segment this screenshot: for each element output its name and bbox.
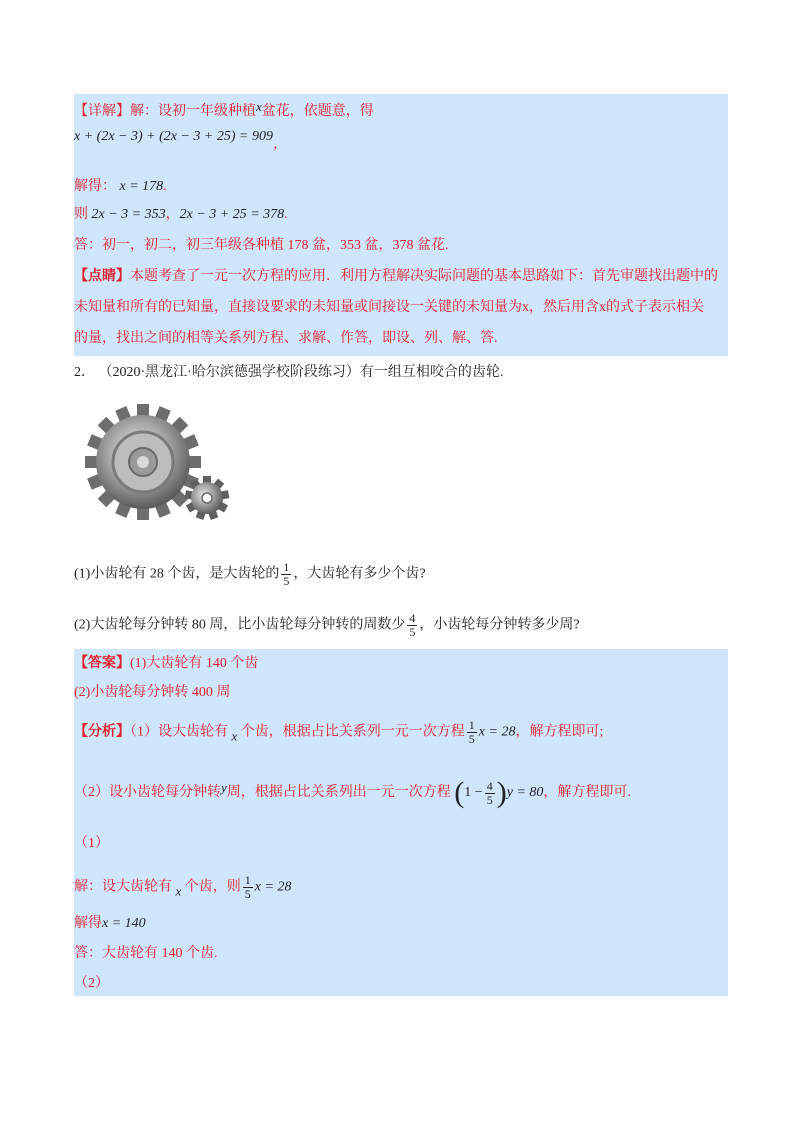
sol1-solve-label: 解得 [74, 916, 102, 931]
answer-2: (2)小齿轮每分钟转 400 周 [74, 685, 231, 700]
part1-fraction [281, 561, 291, 588]
sol1-solve-eq: x = 140 [102, 916, 146, 931]
comment-line-1 [74, 268, 718, 286]
analysis2-text-a: （2）设小齿轮每分钟转 [74, 785, 221, 801]
gears-image [85, 394, 242, 532]
then-line: 则 2x − 3 = 353，2x − 3 + 25 = 378. [74, 207, 288, 222]
analysis2-text-b: 周，根据占比关系列出一元一次方程 [226, 785, 451, 801]
part1-text-a: (1)小齿轮有 28 个齿，是大齿轮的 [74, 566, 280, 582]
answer-line-1: 答：初一，初二，初三年级各种植 178 盆，353 盆，378 盆花. [74, 238, 449, 253]
sol2-label: （2） [74, 976, 109, 991]
question-text: 有一组互相咬合的齿轮. [359, 365, 504, 380]
sol1-text-b: 个齿，则 [184, 879, 241, 895]
question-part-2 [74, 612, 580, 639]
question-2-stem [74, 364, 503, 382]
comment-line-2: 未知量和所有的已知量，直接设要求的未知量或间接设一关键的未知量为x，然后用含x的式子表示相关 [74, 300, 704, 315]
sol1-frac-den: 5 [244, 887, 251, 901]
part2-frac-num: 4 [409, 611, 416, 625]
question-source: （2020·黑龙江·哈尔滨德强学校阶段练习） [98, 365, 360, 380]
analysis2-var: y [221, 780, 227, 796]
part1-frac-num: 1 [283, 560, 290, 574]
analysis-line-1 [74, 719, 603, 746]
analysis2-text-c: ，解方程即可. [543, 785, 631, 801]
analysis1-text-c: ，解方程即可; [515, 724, 604, 740]
sol1-line [74, 874, 291, 901]
detail-text-a: 解：设初一年级种植 [130, 104, 256, 119]
sol1-answer: 答：大齿轮有 140 个齿. [74, 946, 218, 961]
analysis1-frac-den: 5 [468, 732, 475, 746]
part2-text-b: ，小齿轮每分钟转多少周? [419, 617, 580, 633]
analysis1-eq: x = 28 [478, 724, 516, 740]
sol1-text-a: 解：设大齿轮有 [74, 879, 172, 895]
equation-1-tail: ， [272, 137, 287, 152]
equation-1 [74, 128, 287, 154]
gears-icon [85, 394, 242, 532]
part2-frac-den: 5 [409, 625, 416, 639]
comment-line-3: 的量，找出之间的相等关系列方程、求解、作答，即设、列、解、答. [74, 331, 498, 346]
analysis1-text-a: （1）设大齿轮有 [130, 724, 228, 740]
analysis1-fraction [467, 719, 477, 746]
analysis1-text-b: 个齿，根据占比关系列一元一次方程 [240, 724, 465, 740]
detail-text-b: 盆花，依题意，得 [261, 104, 374, 119]
question-number: 2． [74, 365, 95, 380]
solve-label: 解得： [74, 179, 116, 194]
answer-row-1 [74, 655, 258, 673]
solve-eq: x = 178 [119, 179, 164, 194]
equation-1-text: x + (2x − 3) + (2x − 3 + 25) = 909 [74, 129, 273, 144]
analysis2-frac-den: 5 [486, 792, 493, 807]
part2-text-a: (2)大齿轮每分钟转 80 周，比小齿轮每分钟转的周数少 [74, 617, 406, 633]
detail-var: x [256, 99, 262, 114]
analysis2-frac-num: 4 [486, 778, 493, 793]
sol1-solve-line [74, 915, 146, 933]
sol1-label: （1） [74, 836, 109, 851]
analysis2-eq-tail: y = 80 [506, 785, 544, 801]
solve-line: 解得： x = 178. [74, 179, 167, 194]
answer-label: 【答案】 [74, 656, 130, 671]
sol1-eq: x = 28 [254, 879, 292, 895]
analysis-line-2 [74, 778, 631, 808]
then-eq1: 2x − 3 = 353 [91, 207, 166, 222]
analysis2-eq-lead: 1 − [464, 785, 483, 801]
sol1-frac-num: 1 [244, 873, 251, 887]
detail-line [74, 98, 374, 121]
part1-frac-den: 5 [283, 574, 290, 588]
sol1-var: x [175, 883, 182, 899]
then-sep: ， [165, 207, 180, 222]
comment-text-1: 本题考查了一元一次方程的应用．利用方程解决实际问题的基本思路如下：首先审题找出题中的 [130, 269, 718, 284]
analysis-label: 【分析】 [74, 724, 130, 740]
analysis2-fraction [485, 780, 495, 807]
comment-label: 【点睛】 [74, 269, 130, 284]
sol1-fraction [243, 874, 253, 901]
analysis2-equation: (1 − $\frac{4}{5}$ )y = 80 [454, 776, 544, 809]
part2-fraction [407, 612, 417, 639]
part1-text-b: ，大齿轮有多少个齿? [293, 566, 426, 582]
detail-label: 【详解】 [74, 104, 130, 119]
answer-1: (1)大齿轮有 140 个齿 [130, 656, 259, 671]
then-eq2: 2x − 3 + 25 = 378 [179, 207, 285, 222]
question-part-1 [74, 561, 426, 588]
analysis1-frac-num: 1 [468, 718, 475, 732]
analysis1-var: x [231, 728, 238, 744]
then-label: 则 [74, 207, 88, 222]
